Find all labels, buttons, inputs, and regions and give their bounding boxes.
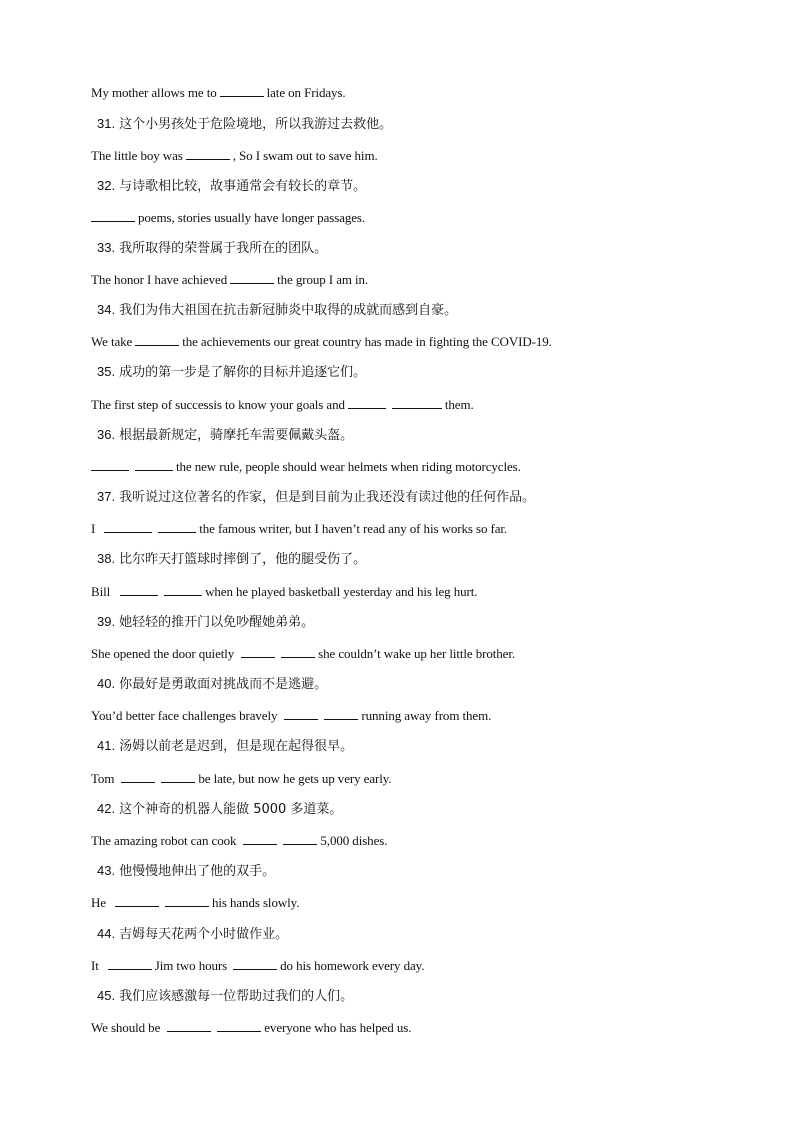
sentence-33-english: The honor I have achieved the group I am in. <box>91 272 369 287</box>
answer-blank[interactable] <box>167 1019 211 1032</box>
sentence-45-english: We should be everyone who has helped us. <box>91 1020 412 1035</box>
prompt-42-chinese: 42. 这个神奇的机器人能做 5000 多道菜。 <box>97 801 343 817</box>
prompt-40-chinese: 40. 你最好是勇敢面对挑战而不是逃避。 <box>97 676 328 692</box>
sentence-41-english: Tom be late, but now he gets up very early. <box>91 771 392 786</box>
answer-blank[interactable] <box>241 645 275 658</box>
prompt-45-chinese: 45. 我们应该感激每一位帮助过我们的人们。 <box>97 988 354 1004</box>
prompt-38-chinese: 38. 比尔昨天打篮球时摔倒了，他的腿受伤了。 <box>97 551 367 567</box>
answer-blank[interactable] <box>120 583 158 596</box>
sentence-43-english: He his hands slowly. <box>91 895 300 910</box>
answer-blank[interactable] <box>91 458 129 471</box>
answer-blank[interactable] <box>233 957 277 970</box>
answer-blank[interactable] <box>392 396 442 409</box>
answer-blank[interactable] <box>158 520 196 533</box>
answer-blank[interactable] <box>243 832 277 845</box>
prompt-32-chinese: 32. 与诗歌相比较，故事通常会有较长的章节。 <box>97 178 367 194</box>
answer-blank[interactable] <box>230 271 274 284</box>
answer-blank[interactable] <box>121 770 155 783</box>
prompt-41-chinese: 41. 汤姆以前老是迟到，但是现在起得很早。 <box>97 738 354 754</box>
sentence-38-english: Bill when he played basketball yesterday and his leg hurt. <box>91 584 478 599</box>
answer-blank[interactable] <box>165 894 209 907</box>
answer-blank[interactable] <box>135 458 173 471</box>
answer-blank[interactable] <box>281 645 315 658</box>
answer-blank[interactable] <box>91 209 135 222</box>
sentence-31-english: The little boy was , So I swam out to save him. <box>91 148 378 163</box>
sentence-34-english: We take the achievements our great country has made in fighting the COVID-19. <box>91 334 552 349</box>
answer-blank[interactable] <box>284 707 318 720</box>
prompt-37-chinese: 37. 我听说过这位著名的作家，但是到目前为止我还没有读过他的任何作品。 <box>97 489 536 505</box>
answer-blank[interactable] <box>115 894 159 907</box>
sentence-39-english: She opened the door quietly she couldn’t wake up her little brother. <box>91 646 516 661</box>
sentence-37-english: I the famous writer, but I haven’t read any of his works so far. <box>91 521 508 536</box>
prompt-35-chinese: 35. 成功的第一步是了解你的目标并追逐它们。 <box>97 364 367 380</box>
prompt-39-chinese: 39. 她轻轻的推开门以免吵醒她弟弟。 <box>97 614 315 630</box>
answer-blank[interactable] <box>164 583 202 596</box>
answer-blank[interactable] <box>104 520 152 533</box>
sentence-32-english: poems, stories usually have longer passages. <box>91 209 365 226</box>
sentence-36-english: the new rule, people should wear helmets when riding motorcycles. <box>91 458 521 475</box>
answer-blank[interactable] <box>283 832 317 845</box>
sentence-35-english: The first step of successis to know your goals and them. <box>91 397 474 412</box>
sentence-44-english: It Jim two hours do his homework every day. <box>91 958 425 973</box>
prompt-31-chinese: 31. 这个小男孩处于危险境地，所以我游过去救他。 <box>97 116 393 132</box>
prompt-34-chinese: 34. 我们为伟大祖国在抗击新冠肺炎中取得的成就而感到自豪。 <box>97 302 458 318</box>
prompt-44-chinese: 44. 吉姆每天花两个小时做作业。 <box>97 926 289 942</box>
answer-blank[interactable] <box>135 333 179 346</box>
prompt-43-chinese: 43. 他慢慢地伸出了他的双手。 <box>97 863 276 879</box>
answer-blank[interactable] <box>186 147 230 160</box>
answer-blank[interactable] <box>348 396 386 409</box>
sentence-42-english: The amazing robot can cook 5,000 dishes. <box>91 833 388 848</box>
answer-blank[interactable] <box>108 957 152 970</box>
answer-blank[interactable] <box>324 707 358 720</box>
sentence-40-english: You’d better face challenges bravely running away from them. <box>91 708 492 723</box>
answer-blank[interactable] <box>217 1019 261 1032</box>
prompt-36-chinese: 36. 根据最新规定，骑摩托车需要佩戴头盔。 <box>97 427 354 443</box>
answer-blank[interactable] <box>161 770 195 783</box>
prompt-33-chinese: 33. 我所取得的荣誉属于我所在的团队。 <box>97 240 328 256</box>
answer-blank[interactable] <box>220 84 264 97</box>
sentence-30-english: My mother allows me to late on Fridays. <box>91 85 346 100</box>
